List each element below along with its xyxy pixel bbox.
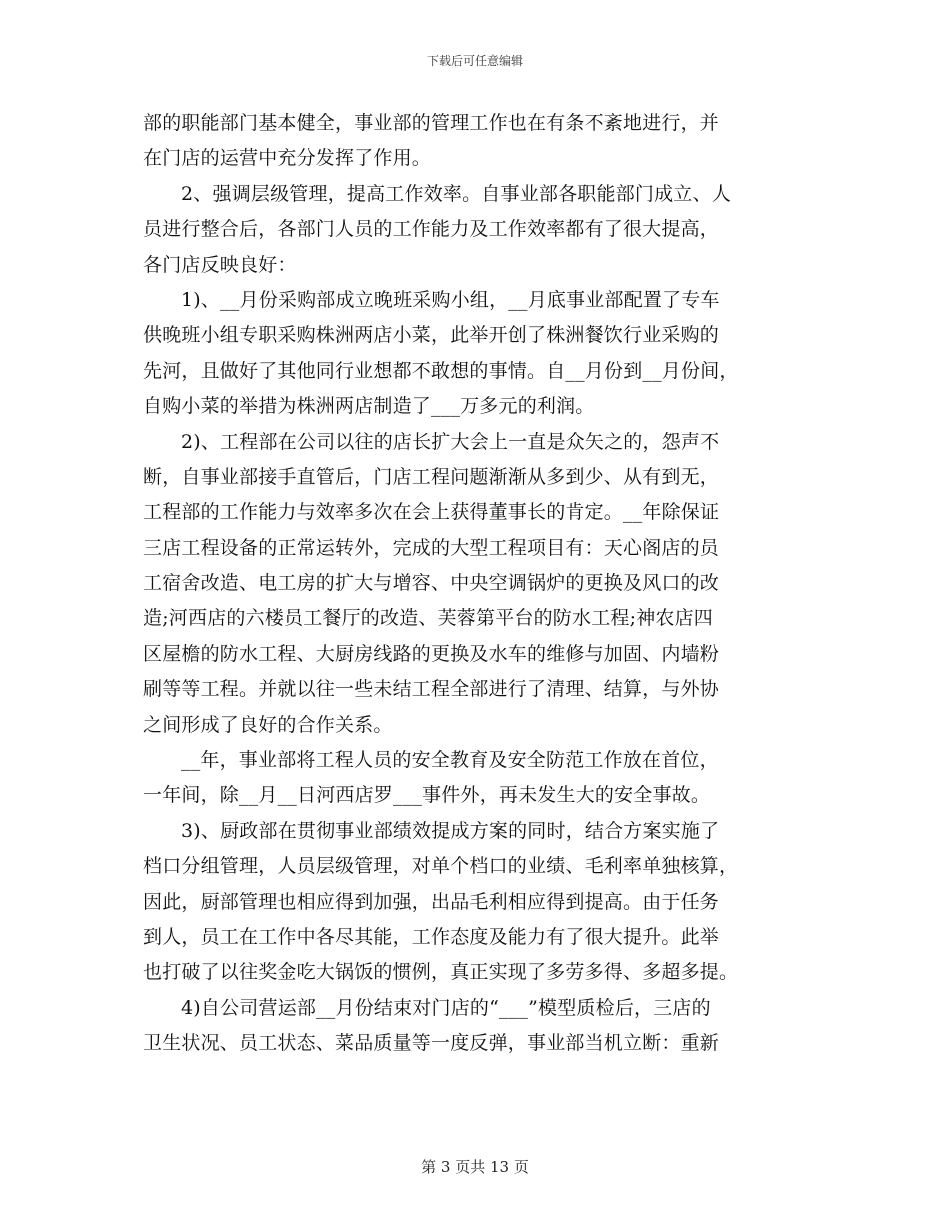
page-header: 下载后可任意编辑 bbox=[426, 54, 523, 68]
text-line: 卫生状况、员工状态、菜品质量等一度反弹，事业部当机立断：重新 bbox=[143, 1032, 720, 1055]
text-line: 造;河西店的六楼员工餐厅的改造、芙蓉第平台的防水工程;神农店四 bbox=[143, 607, 714, 630]
text-line: 到人，员工在工作中各尽其能，工作态度及能力有了很大提升。此举 bbox=[143, 925, 720, 948]
text-line: 供晚班小组专职采购株洲两店小菜，此举开创了株洲餐饮行业采购的 bbox=[143, 324, 720, 347]
text-line: 工程部的工作能力与效率多次在会上获得董事长的肯定。__年除保证 bbox=[143, 501, 720, 524]
text-line: 2)、工程部在公司以往的店长扩大会上一直是众矢之的，怨声不 bbox=[181, 430, 720, 453]
text-line: 三店工程设备的正常运转外，完成的大型工程项目有：天心阁店的员 bbox=[143, 536, 720, 559]
text-line: 断，自事业部接手直管后，门店工程问题渐渐从多到少、从有到无， bbox=[143, 465, 720, 488]
text-line: 也打破了以往奖金吃大锅饭的惯例，真正实现了多劳多得、多超多提。 bbox=[143, 961, 739, 984]
text-line: 4)自公司营运部__月份结束对门店的“___”模型质检后，三店的 bbox=[181, 996, 711, 1019]
text-line: 工宿舍改造、电工房的扩大与增容、中央空调锅炉的更换及风口的改 bbox=[143, 572, 720, 595]
text-line: 部的职能部门基本健全，事业部的管理工作也在有条不紊地进行，并 bbox=[143, 112, 720, 134]
text-line: 之间形成了良好的合作关系。 bbox=[143, 713, 393, 736]
text-line: 2、强调层级管理，提高工作效率。自事业部各职能部门成立、人 bbox=[181, 182, 731, 205]
text-line: 区屋檐的防水工程、大厨房线路的更换及水车的维修与加固、内墙粉 bbox=[143, 642, 720, 665]
text-line: 档口分组管理，人员层级管理，对单个档口的业绩、毛利率单独核算， bbox=[143, 855, 739, 878]
page-number: 第 3 页共 13 页 bbox=[421, 1158, 529, 1176]
text-line: 员进行整合后，各部门人员的工作能力及工作效率都有了很大提高， bbox=[143, 218, 720, 241]
text-line: 1)、__月份采购部成立晚班采购小组，__月底事业部配置了专车 bbox=[181, 288, 720, 311]
text-line: 3)、厨政部在贯彻事业部绩效提成方案的同时，结合方案实施了 bbox=[181, 819, 720, 842]
text-line: 一年间，除__月__日河西店罗___事件外，再未发生大的安全事故。 bbox=[143, 784, 711, 807]
text-line: 各门店反映良好： bbox=[143, 253, 297, 276]
text-line: 在门店的运营中充分发挥了作用。 bbox=[143, 147, 432, 170]
text-line: 刷等等工程。并就以往一些未结工程全部进行了清理、结算，与外协 bbox=[143, 678, 720, 701]
document-body bbox=[143, 106, 809, 1062]
text-line: 因此，厨部管理也相应得到加强，出品毛利相应得到提高。由于任务 bbox=[143, 890, 720, 913]
text-line: 先河，且做好了其他同行业想都不敢想的事情。自__月份到__月份间， bbox=[143, 359, 739, 382]
text-line: 自购小菜的举措为株洲两店制造了___万多元的利润。 bbox=[143, 395, 595, 418]
text-line: __年，事业部将工程人员的安全教育及安全防范工作放在首位， bbox=[181, 749, 719, 772]
